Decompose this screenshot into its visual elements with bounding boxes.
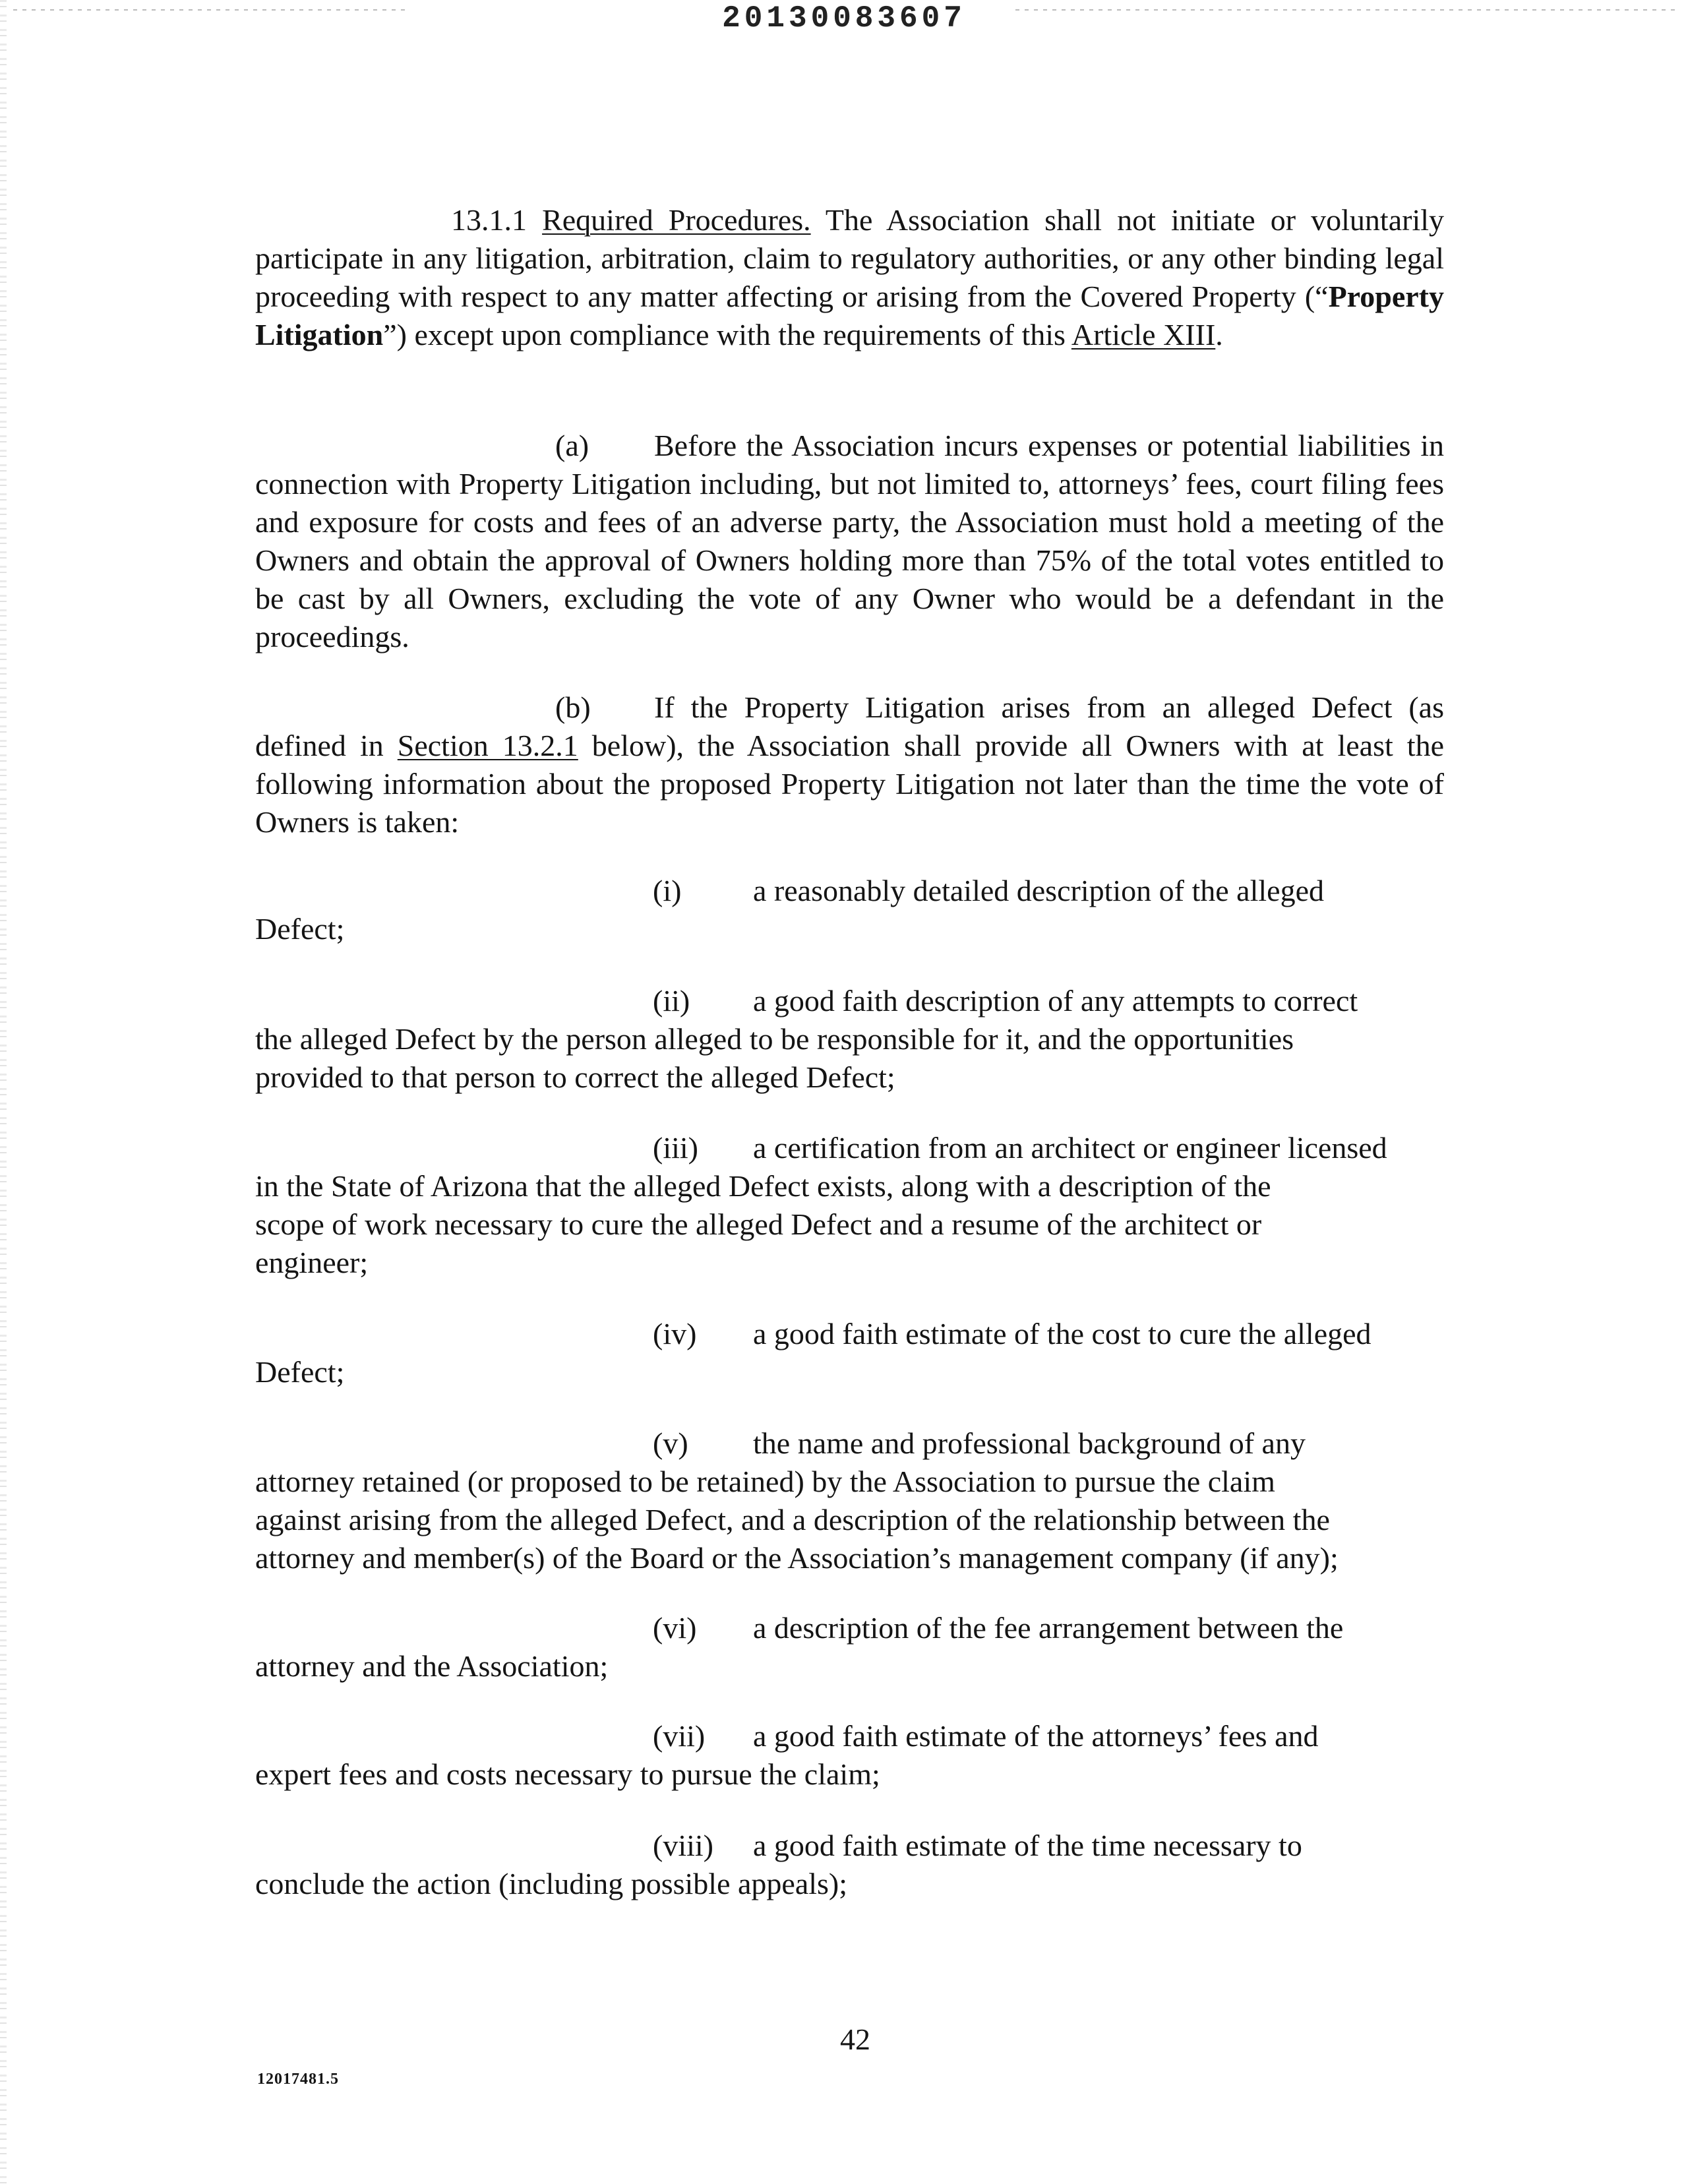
- item-continuation: the alleged Defect by the person alleged to be responsible for it, and the opportunities: [255, 1022, 1294, 1056]
- item-continuation: in the State of Arizona that the alleged Defect exists, along with a description of the: [255, 1169, 1271, 1203]
- item-label: (vi): [653, 1611, 697, 1645]
- item-label: (iv): [653, 1317, 697, 1350]
- scan-edge-artifact: [0, 0, 7, 2184]
- item-continuation: expert fees and costs necessary to pursue the claim;: [255, 1757, 880, 1791]
- item-label: (vii): [653, 1719, 706, 1753]
- item-continuation: Defect;: [255, 912, 345, 946]
- item-continuation: Defect;: [255, 1355, 345, 1389]
- page-number: 42: [840, 2022, 870, 2056]
- item-text: a reasonably detailed description of the alleged: [753, 874, 1324, 907]
- paragraph-b-label: (b): [555, 690, 591, 724]
- paragraph-b-text-a: If the Property Litigation arises from an alleged Defect (as defined in: [255, 690, 1444, 762]
- item-text: a description of the fee arrangement between the: [753, 1611, 1344, 1645]
- document-id: 12017481.5: [257, 2071, 339, 2088]
- paragraph-b-text-b: below), the Association shall provide all Owners with at least the following information about the proposed Property Litigation not later than the time the vote of Owners is taken:: [255, 729, 1444, 839]
- paragraph-a-label: (a): [555, 429, 589, 462]
- section-text-c: .: [1215, 318, 1223, 351]
- item-continuation: attorney retained (or proposed to be retained) by the Association to pursue the claim: [255, 1465, 1275, 1498]
- defined-term: Property Litigation: [255, 280, 1444, 351]
- item-label: (i): [653, 874, 682, 907]
- recording-number-stamp: 20130083607: [722, 1, 966, 36]
- item-continuation: provided to that person to correct the alleged Defect;: [255, 1060, 895, 1094]
- paragraph-b: [255, 688, 1444, 841]
- item-text: the name and professional background of any: [753, 1426, 1306, 1460]
- item-continuation: engineer;: [255, 1246, 369, 1279]
- paragraph-a-text: Before the Association incurs expenses or potential liabilities in connection with Property Litigation including, but not limited to, attorneys’ fees, court filing fees and exposure for costs and fees of an adverse party, the Association must hold a meeting of the Owners and obtain the approval of Owners holding more than 75% of the total votes entitled to be cast by all Owners, excluding the vote of any Owner who would be a defendant in the proceedings.: [255, 429, 1444, 653]
- item-continuation: attorney and the Association;: [255, 1649, 609, 1683]
- item-text: a certification from an architect or engineer licensed: [753, 1131, 1387, 1165]
- section-reference-link: Section 13.2.1: [397, 729, 578, 762]
- item-text: a good faith estimate of the time necessary to: [753, 1829, 1302, 1862]
- section-text-a: The Association shall not initiate or voluntarily participate in any litigation, arbitration, claim to regulatory authorities, or any other binding legal proceeding with respect to any matter affecting or arising from the Covered Property (“: [255, 203, 1445, 313]
- item-label: (v): [653, 1426, 688, 1460]
- item-text: a good faith estimate of the attorneys’ fees and: [753, 1719, 1319, 1753]
- item-continuation: attorney and member(s) of the Board or the Association’s management company (if any);: [255, 1541, 1339, 1575]
- item-continuation: scope of work necessary to cure the alleged Defect and a resume of the architect or: [255, 1207, 1262, 1241]
- item-text: a good faith estimate of the cost to cure the alleged: [753, 1317, 1372, 1350]
- item-continuation: conclude the action (including possible appeals);: [255, 1867, 848, 1900]
- section-number: 13.1.1: [451, 203, 527, 237]
- item-label: (ii): [653, 984, 690, 1017]
- section-text-b: ”) except upon compliance with the requirements of this: [383, 318, 1071, 351]
- item-continuation: against arising from the alleged Defect, and a description of the relationship between the: [255, 1503, 1330, 1536]
- section-13-1-1: [255, 201, 1444, 354]
- item-label: (iii): [653, 1131, 698, 1165]
- item-label: (viii): [653, 1829, 713, 1862]
- item-text: a good faith description of any attempts to correct: [753, 984, 1358, 1017]
- section-title: Required Procedures.: [542, 203, 811, 237]
- paragraph-a: [255, 427, 1444, 656]
- article-reference-link: Article XIII: [1071, 318, 1216, 351]
